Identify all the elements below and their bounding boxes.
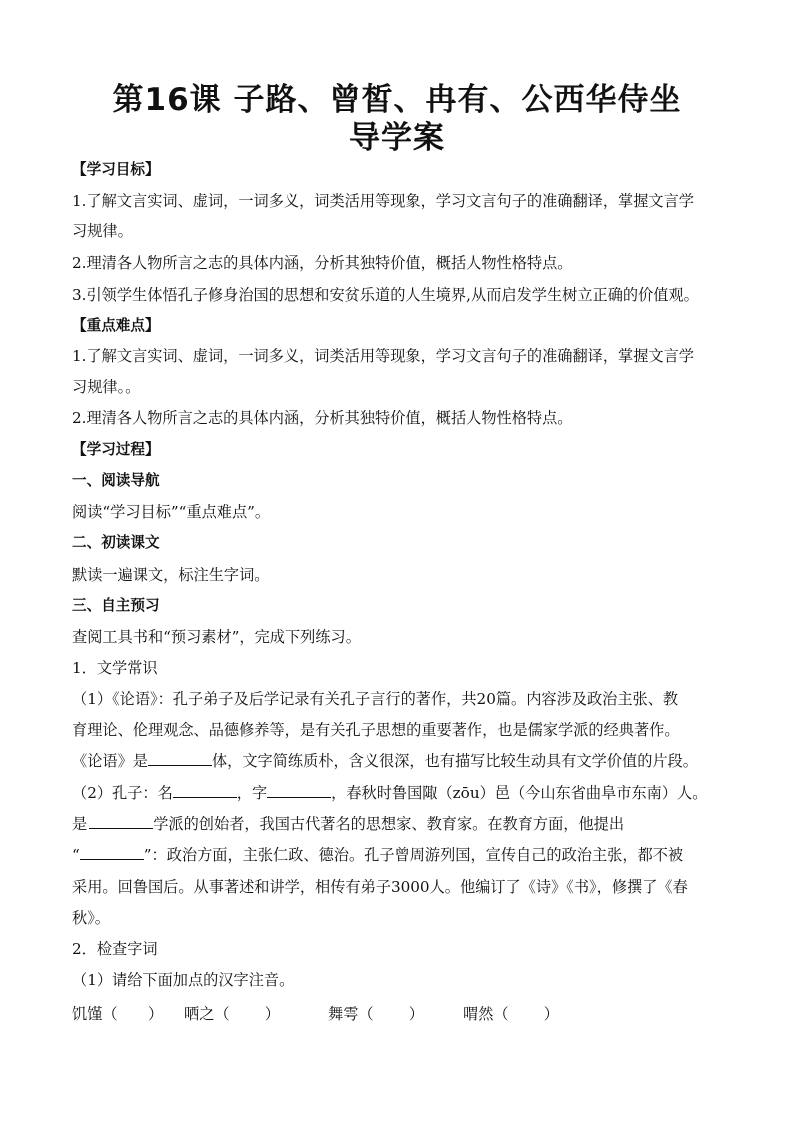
lunyu-line-3-start: 《论语》是 [72,752,148,770]
confucius-line-1 [72,782,732,804]
confucius-line-5: 秋》。 [72,909,110,927]
section-3-heading: 三、自主预习 [72,597,160,614]
confucius-line-2-end: 学派的创始者，我国古代著名的思想家、教育家。在教育方面，他提出 [153,815,624,833]
pinyin-answer-blank[interactable]: （ ） [493,1005,559,1023]
open-quote: “ [72,846,80,864]
key-point-1-line-1: 1.了解文言实词、虚词，一词多义，词类活用等现象，学习文言句子的准确翻译，掌握文言学 [72,347,694,365]
pinyin-item-4 [463,1003,559,1025]
objective-3: 3.引领学生体悟孔子修身治国的思想和安贫乐道的人生境界,从而启发学生树立正确的价值观。 [72,286,699,304]
lunyu-line-1: （1）《论语》：孔子弟子及后学记录有关孔子言行的著作，共20篇。内容涉及政治主张、教 [72,690,679,708]
confucius-courtesy-label: ，字 [236,784,268,802]
literature-heading: 1．文学常识 [72,659,158,677]
key-point-2: 2.理清各人物所言之志的具体内涵，分析其独特价值，概括人物性格特点。 [72,409,573,427]
lunyu-line-3-end: 体，文字简练质朴，含义很深，也有描写比较生动具有文学价值的片段。 [211,752,698,770]
pinyin-answer-blank[interactable]: （ ） [102,1005,164,1023]
confucius-line-3 [72,844,732,866]
fill-blank-school[interactable] [89,813,153,829]
key-point-1-line-2: 习规律。。 [72,378,141,396]
key-points-heading: 【重点难点】 [72,317,160,334]
word-text: 舞雩 [328,1005,359,1023]
section-1-text: 阅读“学习目标”“重点难点”。 [72,503,271,521]
section-2-heading: 二、初读课文 [72,534,160,551]
word-text: 喟然 [463,1005,494,1023]
objective-1-line-1: 1.了解文言实词、虚词，一词多义，词类活用等现象，学习文言句子的准确翻译，掌握文言学 [72,192,694,210]
check-words-heading: 2．检查字词 [72,940,158,958]
section-3-text: 查阅工具书和“预习素材”，完成下列练习。 [72,628,361,646]
word-text: 饥馑 [72,1005,103,1023]
pinyin-item-2 [184,1003,280,1025]
objective-2: 2.理清各人物所言之志的具体内涵，分析其独特价值，概括人物性格特点。 [72,254,573,272]
lunyu-line-2: 育理论、伦理观念、品德修养等，是有关孔子思想的重要著作，也是儒家学派的经典著作。 [72,721,680,739]
confucius-line-2-start: 是 [72,815,88,833]
confucius-line-2 [72,813,732,835]
process-heading: 【学习过程】 [72,441,160,458]
fill-blank-courtesy-name[interactable] [267,782,331,798]
lunyu-line-3 [72,750,732,772]
pinyin-answer-blank[interactable]: （ ） [214,1005,280,1023]
confucius-name-label: （2）孔子：名 [72,784,173,802]
confucius-line-4: 采用。回鲁国后。从事著述和讲学，相传有弟子3000人。他编订了《诗》《书》，修撰了《春 [72,878,688,896]
fill-blank-education[interactable] [80,844,144,860]
pinyin-answer-blank[interactable]: （ ） [358,1005,424,1023]
fill-blank-genre[interactable] [148,750,212,766]
fill-blank-name[interactable] [173,782,237,798]
confucius-line-3-end: ”：政治方面，主张仁政、德治。孔子曾周游列国，宣传自己的政治主张，都不被 [143,846,684,864]
document-subtitle: 导学案 [349,120,445,156]
pinyin-item-1 [72,1003,163,1025]
confucius-line-1-end: ，春秋时鲁国陬（zōu）邑（今山东省曲阜市东南）人。 [331,784,708,802]
objectives-heading: 【学习目标】 [72,161,160,178]
pinyin-item-3 [328,1003,424,1025]
document-title: 第16课 子路、曾皙、冉有、公西华侍坐 [112,82,682,118]
section-2-text: 默读一遍课文，标注生字词。 [72,566,270,584]
check-words-instruction: （1）请给下面加点的汉字注音。 [72,971,295,989]
section-1-heading: 一、阅读导航 [72,472,160,489]
word-text: 哂之 [184,1005,215,1023]
objective-1-line-2: 习规律。 [72,222,133,240]
